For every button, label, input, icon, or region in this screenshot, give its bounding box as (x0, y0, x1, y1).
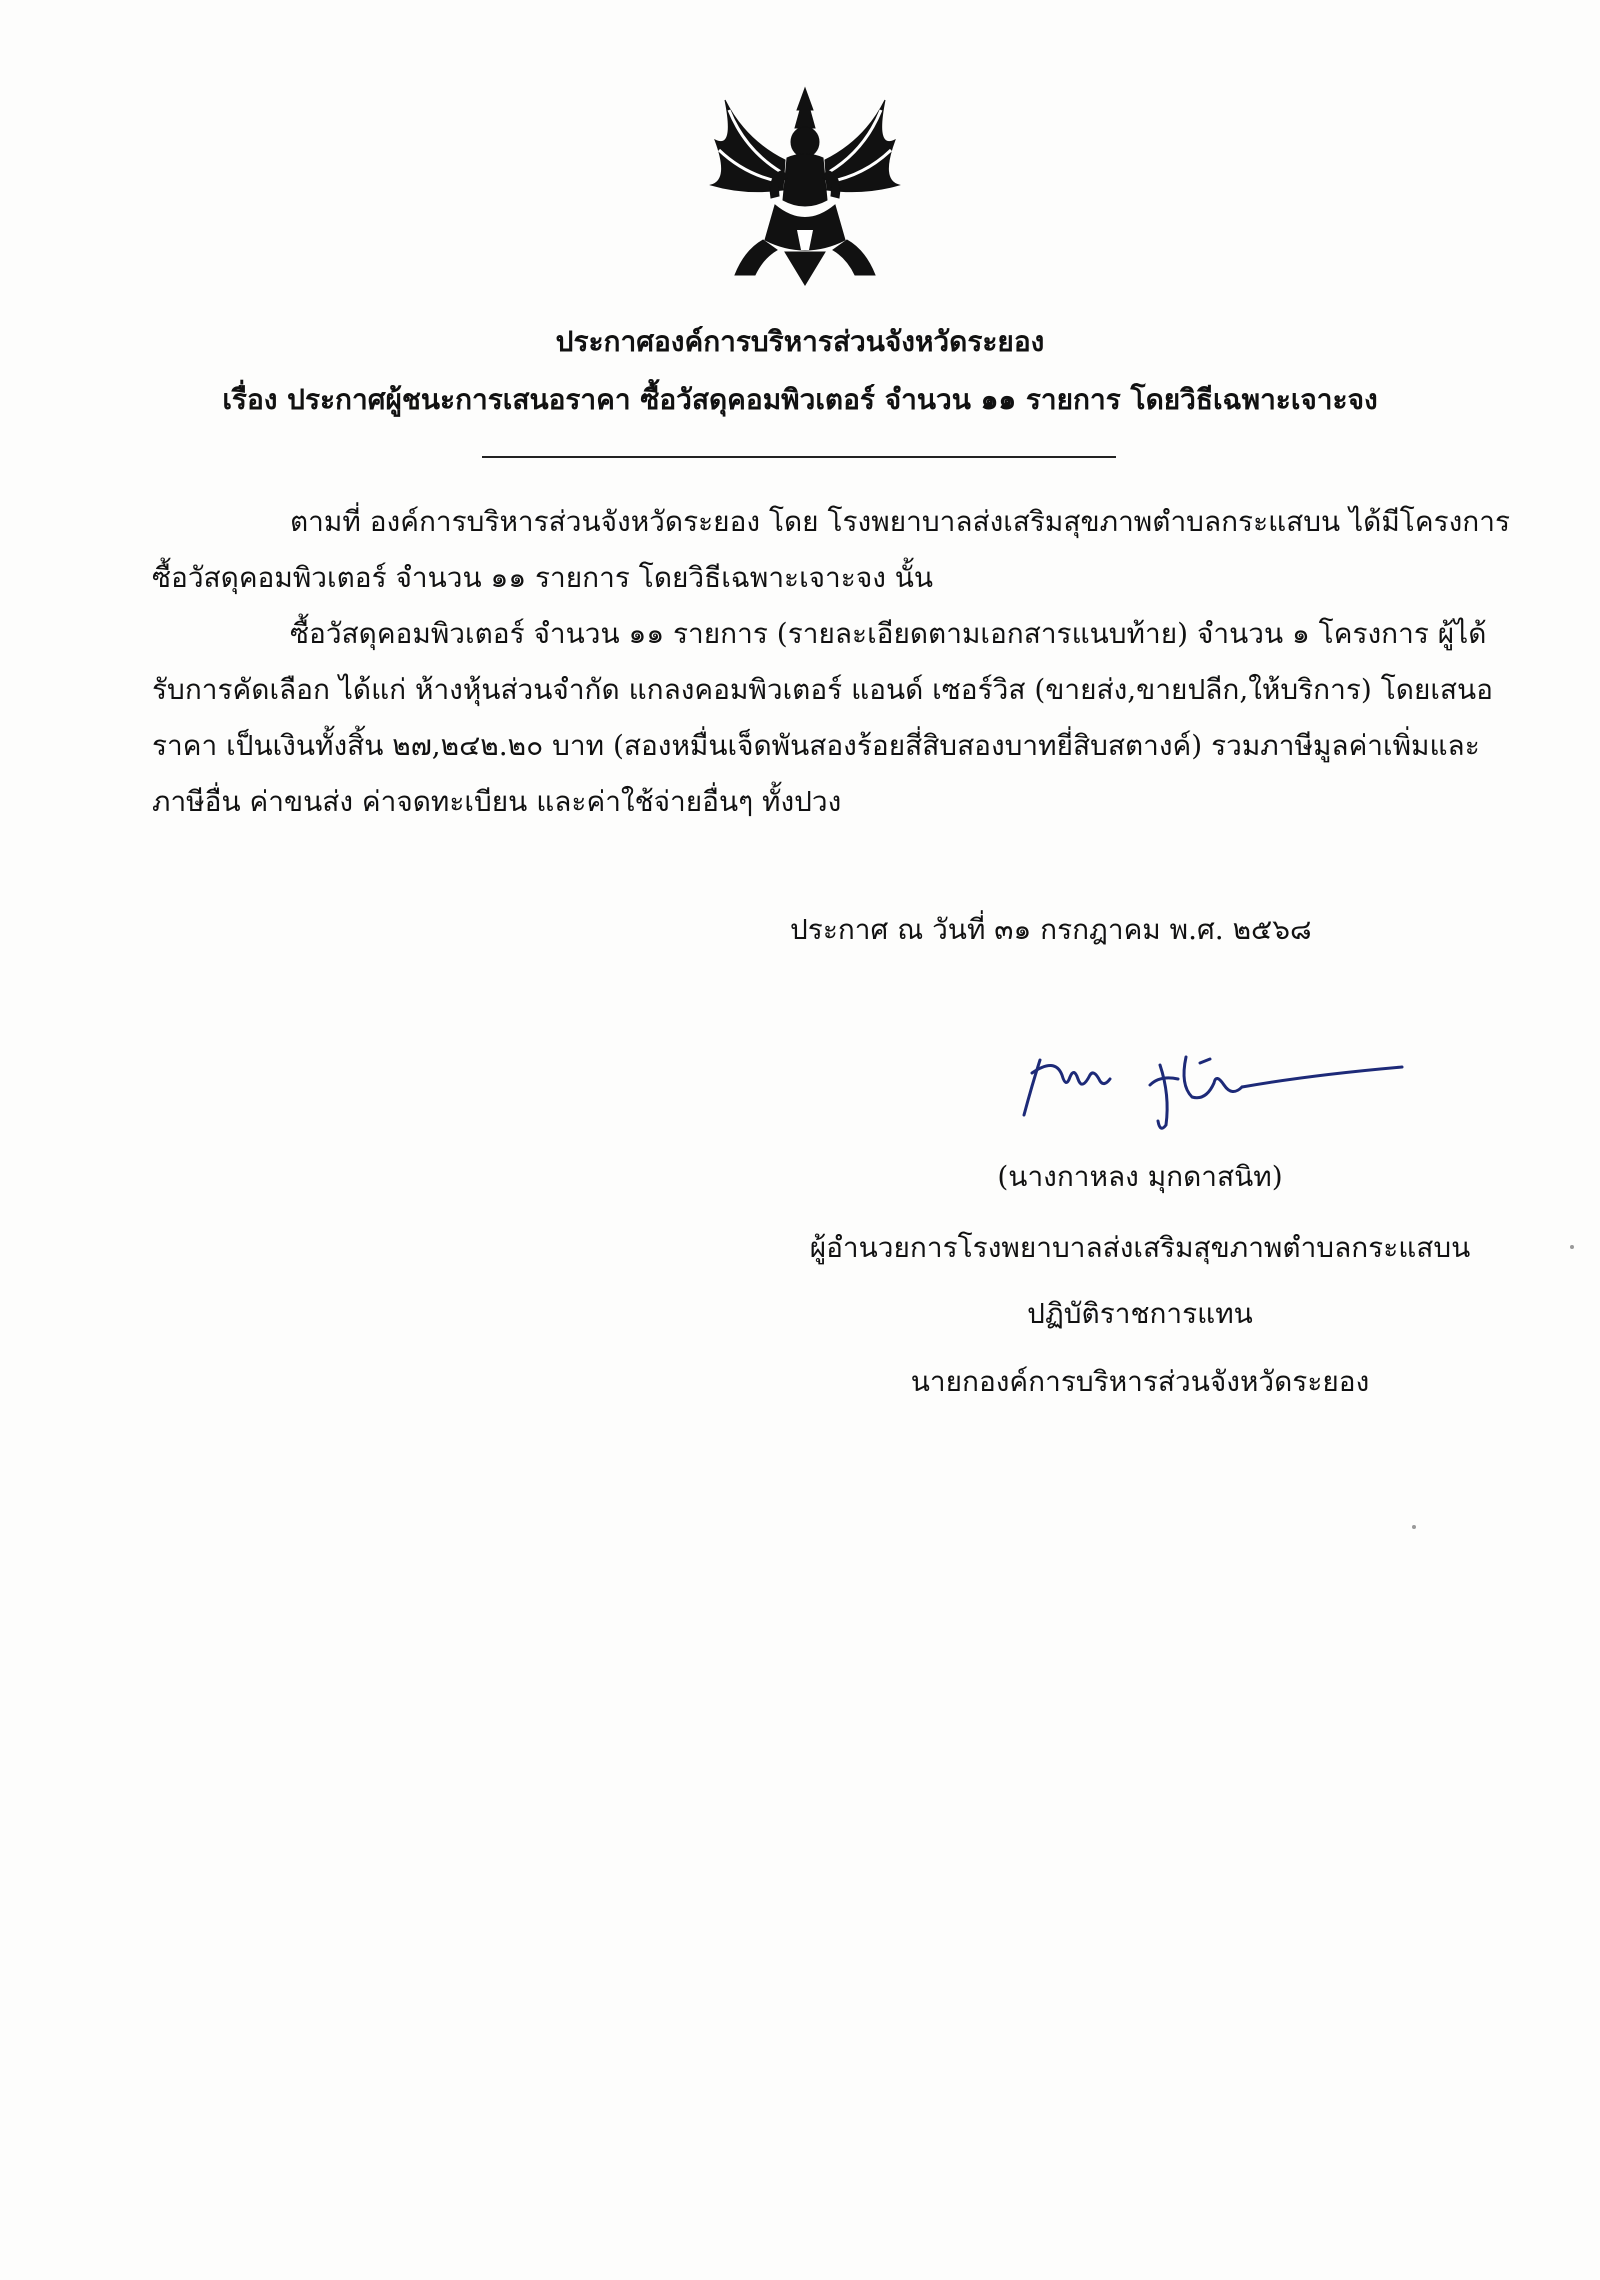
paragraph-1-line-2: ซื้อวัสดุคอมพิวเตอร์ จำนวน ๑๑ รายการ โดยวิธีเฉพาะเจาะจง นั้น (152, 561, 934, 594)
signatory-organization: นายกองค์การบริหารส่วนจังหวัดระยอง (910, 1365, 1370, 1398)
paragraph-1-line-1: ตามที่ องค์การบริหารส่วนจังหวัดระยอง โดย โรงพยาบาลส่งเสริมสุขภาพตำบลกระแสบน ได้มีโครงการ (290, 505, 1510, 538)
signatory-acting: ปฏิบัติราชการแทน (1027, 1297, 1253, 1330)
paragraph-2-line-1: ซื้อวัสดุคอมพิวเตอร์ จำนวน ๑๑ รายการ (รายละเอียดตามเอกสารแนบท้าย) จำนวน ๑ โครงการ ผู้ได้ (290, 617, 1487, 650)
scan-speck (1412, 1525, 1416, 1529)
signatory-name: (นางกาหลง มุกดาสนิท) (997, 1160, 1283, 1193)
paragraph-2-line-3: ราคา เป็นเงินทั้งสิ้น ๒๗,๒๔๒.๒๐ บาท (สองหมื่นเจ็ดพันสองร้อยสี่สิบสองบาทยี่สิบสตางค์) รวมภาษีมูลค่าเพิ่มและ (152, 729, 1480, 762)
garuda-emblem-icon (705, 80, 905, 290)
announcement-date: ประกาศ ณ วันที่ ๓๑ กรกฎาคม พ.ศ. ๒๕๖๘ (790, 913, 1312, 946)
document-title: ประกาศองค์การบริหารส่วนจังหวัดระยอง (555, 325, 1045, 358)
document-subject: เรื่อง ประกาศผู้ชนะการเสนอราคา ซื้อวัสดุคอมพิวเตอร์ จำนวน ๑๑ รายการ โดยวิธีเฉพาะเจาะจง (222, 383, 1378, 416)
signatory-position: ผู้อำนวยการโรงพยาบาลส่งเสริมสุขภาพตำบลกระแสบน (809, 1231, 1471, 1264)
scan-speck (1570, 1245, 1574, 1249)
paragraph-2-line-4: ภาษีอื่น ค่าขนส่ง ค่าจดทะเบียน และค่าใช้จ่ายอื่นๆ ทั้งปวง (152, 785, 842, 818)
handwritten-signature-icon (1010, 1045, 1410, 1135)
paragraph-2-line-2: รับการคัดเลือก ได้แก่ ห้างหุ้นส่วนจำกัด แกลงคอมพิวเตอร์ แอนด์ เซอร์วิส (ขายส่ง,ขายปลีก,ให้บริการ) โดยเสนอ (152, 673, 1493, 706)
title-divider (482, 456, 1116, 458)
